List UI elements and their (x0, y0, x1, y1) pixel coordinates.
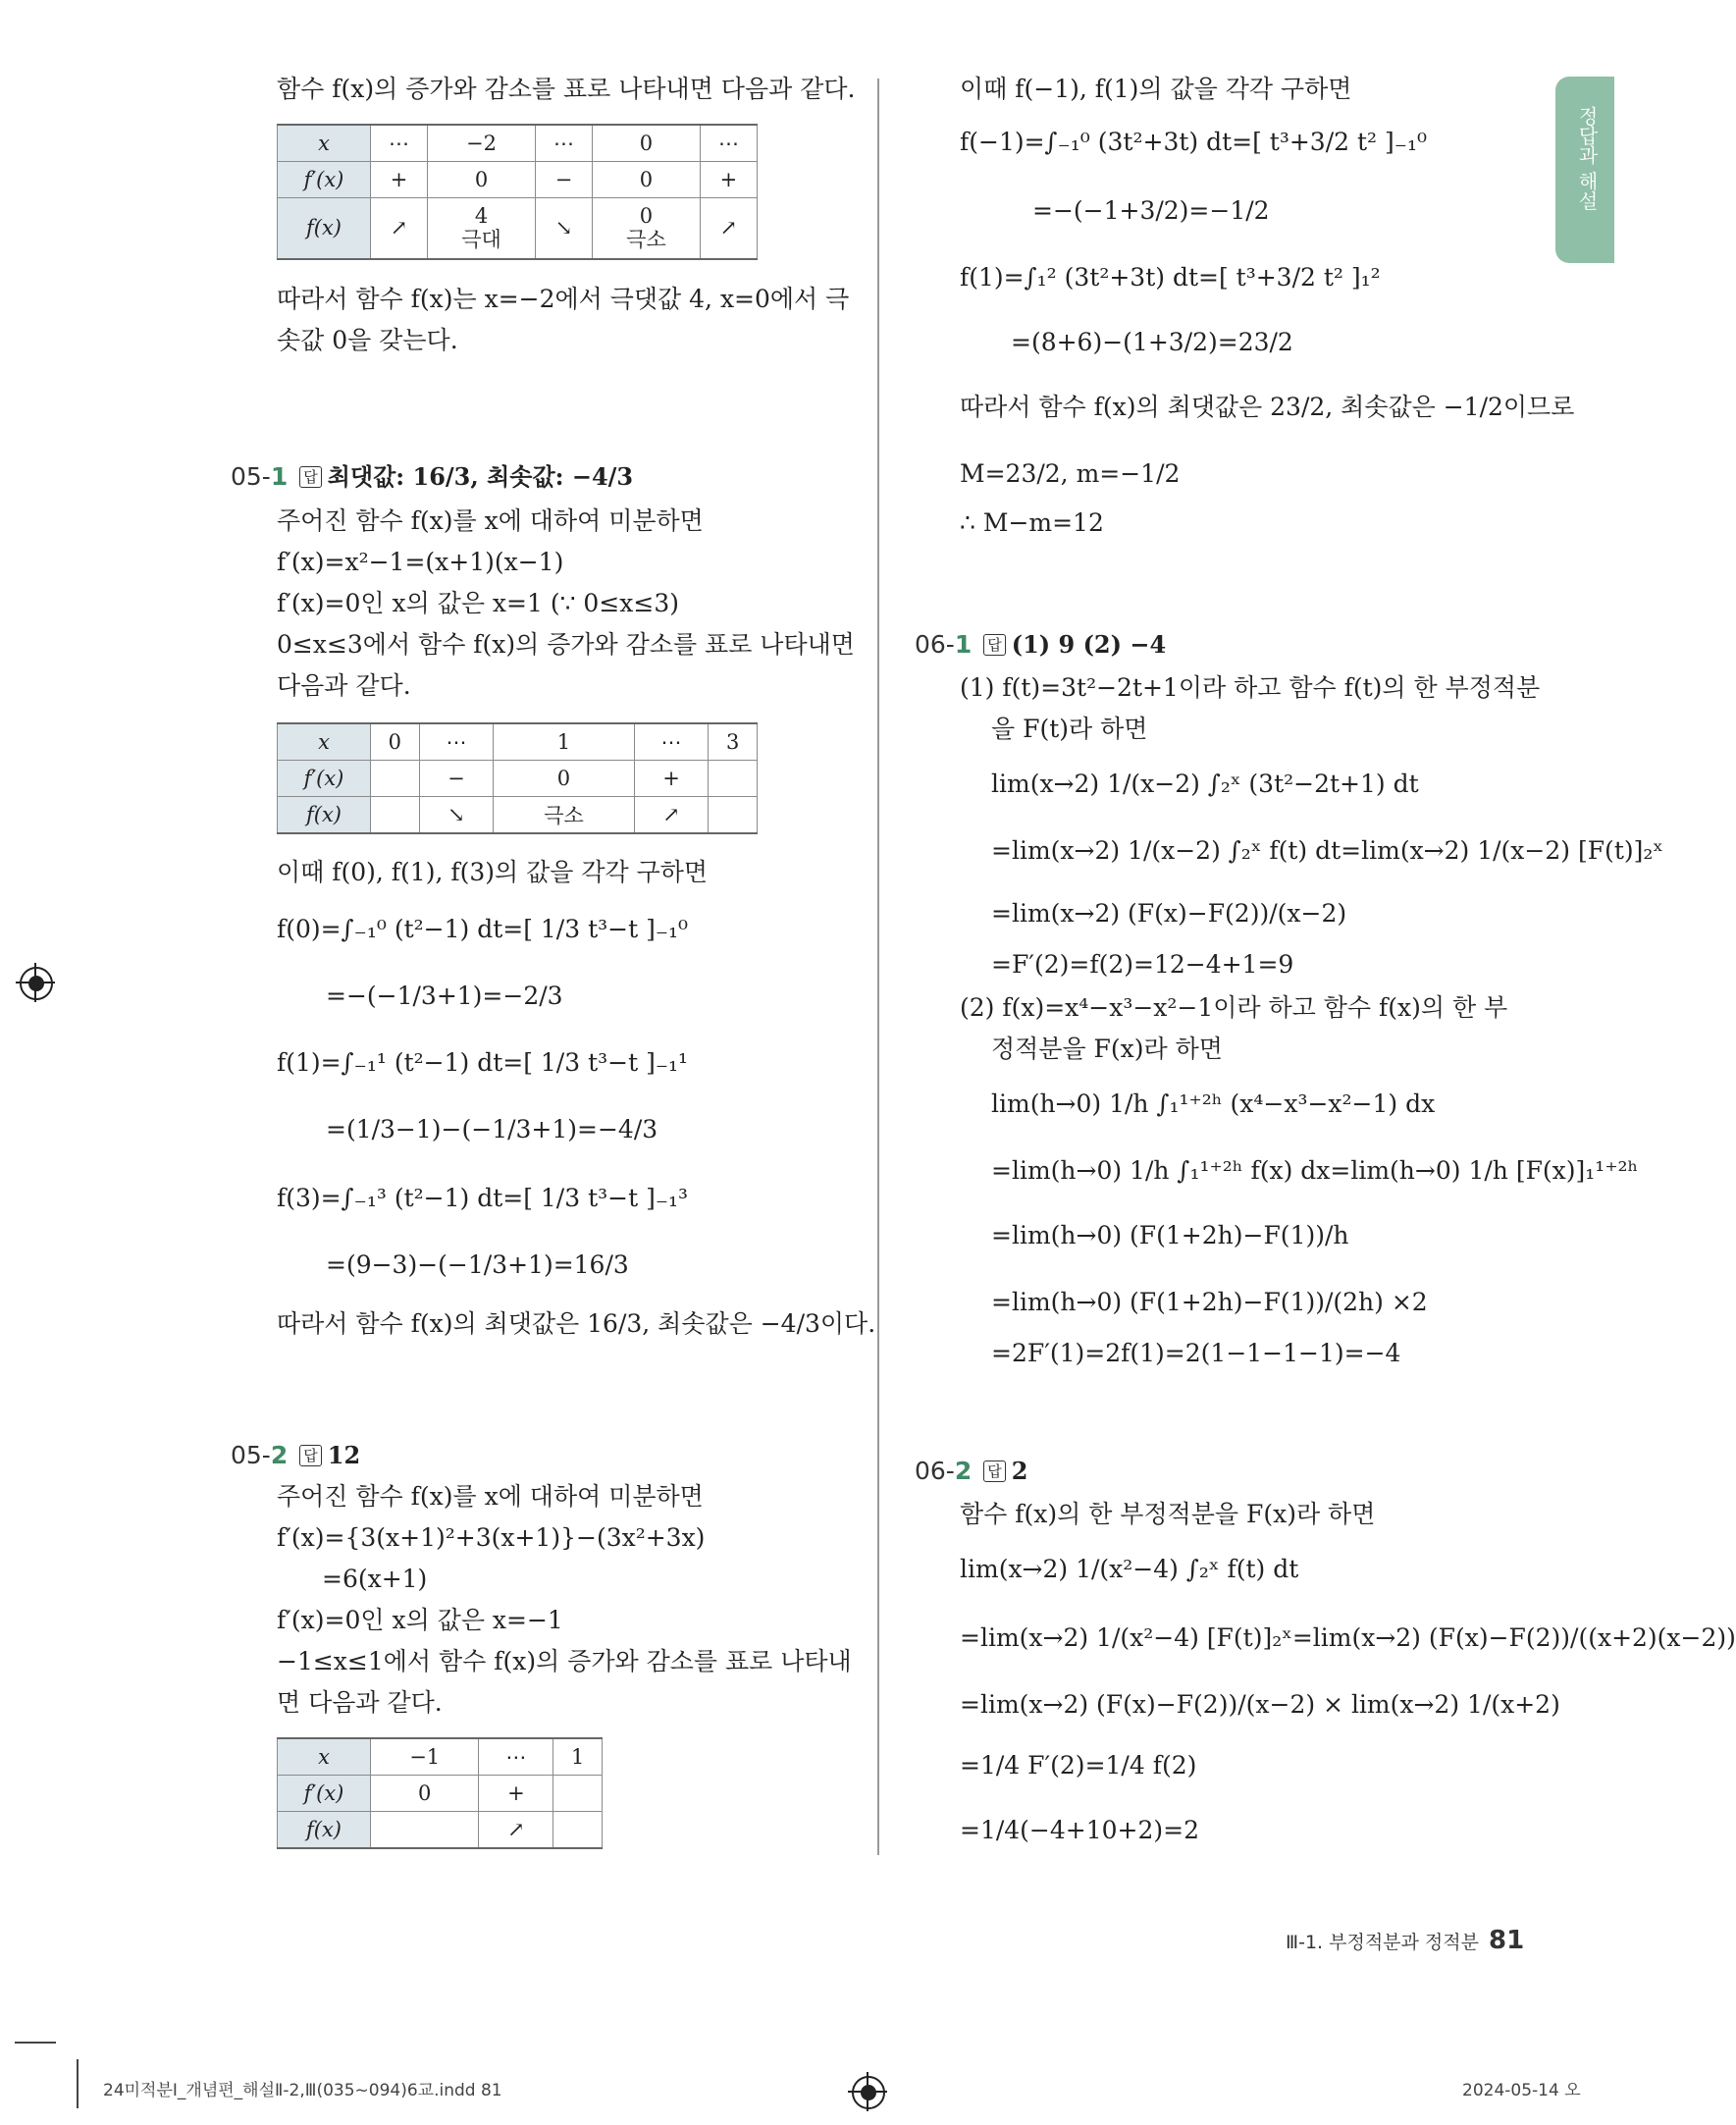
table-cell: f′(x) (278, 1776, 371, 1812)
q051-formula: f(1)=∫₋₁¹ (t²−1) dt=[ 1/3 t³−t ]₋₁¹ (277, 1048, 689, 1077)
right-formula: =−(−1+3/2)=−1/2 (1032, 196, 1270, 225)
table-cell: ↘ (535, 198, 592, 259)
answer-text: (1) 9 (2) −4 (1011, 630, 1167, 659)
answer-icon: 답 (299, 466, 322, 488)
question-number: 06-2 (915, 1457, 973, 1485)
q051-formula: =(9−3)−(−1/3+1)=16/3 (326, 1250, 629, 1279)
section-title: Ⅲ-1. 부정적분과 정적분 (1286, 1932, 1479, 1953)
q052-line: 주어진 함수 f(x)를 x에 대하여 미분하면 (277, 1482, 704, 1511)
q061-line: (1) f(t)=3t²−2t+1이라 하고 함수 f(t)의 한 부정적분 (960, 673, 1541, 702)
q051-line: 주어진 함수 f(x)를 x에 대하여 미분하면 (277, 506, 704, 535)
q051-line: f′(x)=0인 x의 값은 x=1 (∵ 0≤x≤3) (277, 589, 679, 617)
left-conclusion-line-2: 솟값 0을 갖는다. (277, 326, 458, 354)
q061-formula: =lim(h→0) 1/h ∫₁¹⁺²ʰ f(x) dx=lim(h→0) 1/h [F(x)]₁¹⁺²ʰ (991, 1156, 1639, 1185)
table-cell: 0 (371, 723, 420, 761)
table-cell: f(x) (278, 797, 371, 834)
question-number: 06-1 (915, 630, 973, 659)
question-number: 05-2 (231, 1441, 289, 1469)
table-cell (371, 761, 420, 797)
table-cell: f′(x) (278, 162, 371, 198)
side-tab (1555, 77, 1614, 263)
q062-formula: =1/4 F′(2)=1/4 f(2) (960, 1751, 1197, 1780)
crop-mark (15, 2042, 56, 2044)
q051-formula: =−(−1/3+1)=−2/3 (326, 982, 563, 1010)
q061-formula: =F′(2)=f(2)=12−4+1=9 (991, 950, 1294, 979)
table-cell: f(x) (278, 198, 371, 259)
table-cell (553, 1776, 603, 1812)
q051-line: 이때 f(0), f(1), f(3)의 값을 각각 구하면 (277, 858, 709, 886)
left-intro-line: 함수 f(x)의 증가와 감소를 표로 나타내면 다음과 같다. (277, 75, 856, 103)
q051-line: f′(x)=x²−1=(x+1)(x−1) (277, 548, 564, 576)
right-formula: f(−1)=∫₋₁⁰ (3t²+3t) dt=[ t³+3/2 t² ]₋₁⁰ (960, 128, 1428, 156)
q061-line: (2) f(x)=x⁴−x³−x²−1이라 하고 함수 f(x)의 한 부 (960, 993, 1508, 1022)
table-cell (371, 797, 420, 834)
q062-formula: =lim(x→2) 1/(x²−4) [F(t)]₂ˣ=lim(x→2) (F(x)−F(2))/((x+2)(x−2)) (960, 1623, 1736, 1652)
table-cell: 0 (371, 1776, 479, 1812)
table-cell: ⋯ (371, 125, 428, 162)
registration-mark-icon (852, 2076, 885, 2109)
table-cell (371, 1812, 479, 1849)
question-05-2-header (231, 1441, 360, 1469)
table-cell: 0 극소 (593, 198, 701, 259)
crop-mark (77, 2059, 79, 2108)
table-cell: x (278, 723, 371, 761)
table-cell: ⋯ (535, 125, 592, 162)
right-line: 따라서 함수 f(x)의 최댓값은 23/2, 최솟값은 −1/2이므로 (960, 393, 1575, 421)
q051-formula: =(1/3−1)−(−1/3+1)=−4/3 (326, 1115, 658, 1143)
table-cell (709, 761, 758, 797)
q051-formula: f(0)=∫₋₁⁰ (t²−1) dt=[ 1/3 t³−t ]₋₁⁰ (277, 915, 689, 943)
table-cell: ⋯ (634, 723, 709, 761)
question-06-1-header (915, 630, 1166, 659)
q061-formula: =lim(h→0) (F(1+2h)−F(1))/(2h) ×2 (991, 1288, 1428, 1316)
table-cell: + (479, 1776, 553, 1812)
table-cell: ⋯ (700, 125, 757, 162)
q052-line: =6(x+1) (322, 1565, 428, 1593)
variation-table-2 (277, 722, 758, 834)
table-cell: − (419, 761, 494, 797)
column-divider (877, 79, 879, 1855)
q051-conclusion: 따라서 함수 f(x)의 최댓값은 16/3, 최솟값은 −4/3이다. (277, 1309, 876, 1338)
table-cell: 0 (593, 162, 701, 198)
answer-icon: 답 (983, 634, 1006, 656)
table-cell: −2 (428, 125, 536, 162)
right-formula: f(1)=∫₁² (3t²+3t) dt=[ t³+3/2 t² ]₁² (960, 263, 1381, 292)
registration-mark-icon (20, 967, 53, 1000)
q052-line: 면 다음과 같다. (277, 1688, 443, 1717)
table-cell: 1 (494, 723, 634, 761)
answer-text: 2 (1011, 1457, 1028, 1485)
side-tab-label: 정답과 해설 (1575, 106, 1599, 211)
q051-formula: f(3)=∫₋₁³ (t²−1) dt=[ 1/3 t³−t ]₋₁³ (277, 1184, 689, 1212)
q052-line: f′(x)={3(x+1)²+3(x+1)}−(3x²+3x) (277, 1523, 706, 1552)
table-cell: ↗ (479, 1812, 553, 1849)
table-cell: ↗ (700, 198, 757, 259)
table-cell (553, 1812, 603, 1849)
right-formula: ∴ M−m=12 (960, 508, 1104, 537)
table-cell: 4 극대 (428, 198, 536, 259)
right-line: 이때 f(−1), f(1)의 값을 각각 구하면 (960, 75, 1352, 103)
left-conclusion-line-1: 따라서 함수 f(x)는 x=−2에서 극댓값 4, x=0에서 극 (277, 285, 850, 313)
table-cell: 3 (709, 723, 758, 761)
table-cell: 0 (593, 125, 701, 162)
q052-line: −1≤x≤1에서 함수 f(x)의 증가와 감소를 표로 나타내 (277, 1647, 852, 1675)
q061-formula: =lim(x→2) 1/(x−2) ∫₂ˣ f(t) dt=lim(x→2) 1/(x−2) [F(t)]₂ˣ (991, 836, 1663, 865)
table-cell: + (371, 162, 428, 198)
table-cell: 극소 (494, 797, 634, 834)
table-cell: x (278, 1738, 371, 1776)
right-formula: M=23/2, m=−1/2 (960, 459, 1181, 488)
variation-table-3 (277, 1737, 603, 1849)
question-05-1-header (231, 457, 633, 492)
table-cell: 0 (494, 761, 634, 797)
table-cell: f(x) (278, 1812, 371, 1849)
q062-formula: =lim(x→2) (F(x)−F(2))/(x−2) × lim(x→2) 1/(x+2) (960, 1690, 1560, 1719)
table-cell: 1 (553, 1738, 603, 1776)
q061-line: 을 F(t)라 하면 (991, 715, 1148, 743)
table-cell: ↗ (371, 198, 428, 259)
table-cell: −1 (371, 1738, 479, 1776)
answer-text: 12 (327, 1441, 361, 1469)
q062-line: 함수 f(x)의 한 부정적분을 F(x)라 하면 (960, 1500, 1376, 1528)
page-reference (1286, 1926, 1524, 1955)
q061-formula: =2F′(1)=2f(1)=2(1−1−1−1)=−4 (991, 1339, 1401, 1367)
q062-formula: lim(x→2) 1/(x²−4) ∫₂ˣ f(t) dt (960, 1555, 1299, 1583)
q051-line: 다음과 같다. (277, 671, 411, 700)
q052-line: f′(x)=0인 x의 값은 x=−1 (277, 1606, 563, 1634)
q061-formula: =lim(h→0) (F(1+2h)−F(1))/h (991, 1221, 1349, 1249)
table-cell: ⋯ (479, 1738, 553, 1776)
table-cell: f′(x) (278, 761, 371, 797)
table-cell: − (535, 162, 592, 198)
table-cell: ↗ (634, 797, 709, 834)
footer-date: 2024-05-14 오 (1462, 2081, 1581, 2100)
variation-table-1 (277, 124, 758, 260)
q061-line: 정적분을 F(x)라 하면 (991, 1035, 1223, 1063)
answer-text: 최댓값: 16/3, 최솟값: −4/3 (327, 462, 634, 491)
question-06-2-header (915, 1457, 1027, 1485)
table-cell (709, 797, 758, 834)
q051-line: 0≤x≤3에서 함수 f(x)의 증가와 감소를 표로 나타내면 (277, 630, 855, 659)
right-formula: =(8+6)−(1+3/2)=23/2 (1011, 328, 1293, 356)
footer-file-info: 24미적분Ⅰ_개념편_해설Ⅱ-2,Ⅲ(035~094)6교.indd 81 (103, 2081, 502, 2100)
table-cell: 0 (428, 162, 536, 198)
q062-formula: =1/4(−4+10+2)=2 (960, 1816, 1200, 1844)
table-cell: x (278, 125, 371, 162)
table-cell: ↘ (419, 797, 494, 834)
page-number: 81 (1489, 1926, 1525, 1955)
answer-icon: 답 (983, 1461, 1006, 1482)
table-cell: + (700, 162, 757, 198)
table-cell: + (634, 761, 709, 797)
question-number: 05-1 (231, 462, 289, 491)
q061-formula: lim(x→2) 1/(x−2) ∫₂ˣ (3t²−2t+1) dt (991, 770, 1419, 798)
q061-formula: lim(h→0) 1/h ∫₁¹⁺²ʰ (x⁴−x³−x²−1) dx (991, 1089, 1436, 1118)
q061-formula: =lim(x→2) (F(x)−F(2))/(x−2) (991, 899, 1347, 928)
answer-icon: 답 (299, 1445, 322, 1466)
table-cell: ⋯ (419, 723, 494, 761)
